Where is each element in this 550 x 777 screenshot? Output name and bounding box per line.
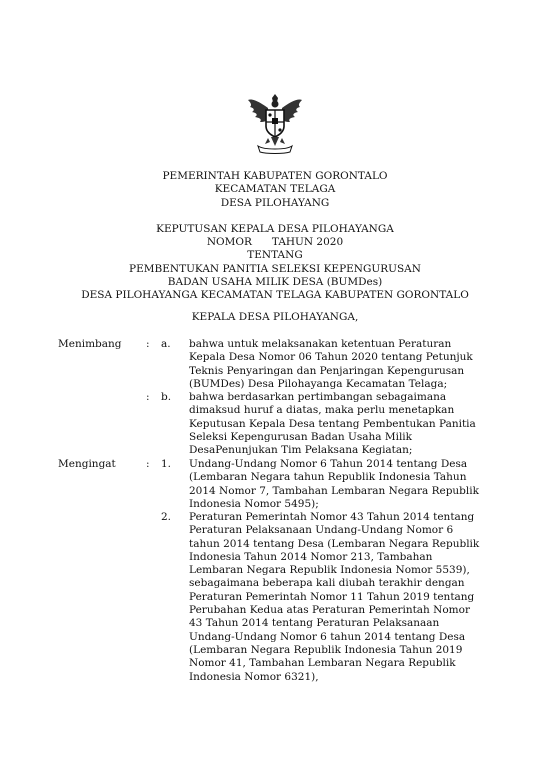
garuda-emblem-icon: [246, 92, 304, 154]
official-title: KEPALA DESA PILOHAYANGA,: [191, 311, 359, 323]
subject-line: PEMBENTUKAN PANITIA SELEKSI KEPENGURUSAN: [129, 262, 421, 275]
text-line: Keputusan Kepala Desa tentang Pembentukan Panitia: [189, 417, 476, 430]
mengingat-item-text: [189, 458, 495, 511]
menimbang-item-text: [189, 391, 495, 457]
text-line: Peraturan Pemerintah Nomor 43 Tahun 2014 tentang: [189, 511, 475, 523]
mengingat-item-marker: 2.: [161, 511, 172, 523]
text-line: Kepala Desa Nomor 06 Tahun 2020 tentang Petunjuk: [189, 351, 473, 364]
gov-line: KECAMATAN TELAGA: [214, 183, 336, 196]
text-line: Indonesia Nomor 5495);: [189, 497, 319, 510]
text-line: Undang-Undang Nomor 6 tahun 2014 tentang Desa: [189, 630, 466, 643]
text-line: 43 Tahun 2014 tentang Peraturan Pelaksanaan: [189, 617, 440, 630]
text-line: Nomor 41, Tambahan Lembaran Negara Republik: [189, 657, 456, 670]
text-line: bahwa berdasarkan pertimbangan sebagaimana: [189, 391, 447, 403]
menimbang-colon: :: [146, 391, 150, 403]
text-line: DesaPenunjukan Tim Pelaksana Kegiatan;: [189, 444, 413, 457]
menimbang-colon: :: [146, 338, 150, 350]
subject-line: BADAN USAHA MILIK DESA (BUMDes): [167, 276, 383, 289]
text-line: Indonesia Tahun 2014 Nomor 213, Tambahan: [189, 550, 433, 563]
text-line: dimaksud huruf a diatas, maka perlu menetapkan: [189, 404, 455, 417]
text-line: (Lembaran Negara tahun Republik Indonesia Tahun: [189, 471, 467, 484]
text-line: Peraturan Pelaksanaan Undang-Undang Nomor 6: [189, 524, 454, 537]
menimbang-item-text: [189, 338, 495, 391]
mengingat-colon: :: [146, 458, 150, 470]
about-label: TENTANG: [247, 249, 303, 262]
decree-title: KEPUTUSAN KEPALA DESA PILOHAYANGA: [156, 222, 394, 235]
text-line: Lembaran Negara Republik Indonesia Nomor 5539),: [189, 564, 470, 577]
menimbang-label: Menimbang: [58, 338, 122, 350]
gov-line: PEMERINTAH KABUPATEN GORONTALO: [162, 170, 388, 182]
text-line: bahwa untuk melaksanakan ketentuan Peraturan: [189, 338, 452, 350]
text-line: Undang-Undang Nomor 6 Tahun 2014 tentang Desa: [189, 458, 468, 470]
mengingat-label: Mengingat: [58, 458, 116, 470]
year-label: TAHUN 2020: [271, 236, 344, 249]
text-line: Seleksi Kepengurusan Badan Usaha Milik: [189, 430, 413, 443]
text-line: sebagaimana beberapa kali diubah terakhir dengan: [189, 577, 465, 590]
text-line: Indonesia Nomor 6321),: [189, 670, 319, 683]
text-line: Teknis Penyaringan dan Penjaringan Kepengurusan: [189, 364, 465, 377]
gov-line: DESA PILOHAYANG: [220, 196, 330, 209]
menimbang-item-marker: b.: [161, 391, 172, 403]
menimbang-item-marker: a.: [161, 338, 171, 350]
text-line: 2014 Nomor 7, Tambahan Lembaran Negara Republik: [189, 484, 479, 497]
text-line: (BUMDes) Desa Pilohayanga Kecamatan Telaga;: [189, 377, 448, 390]
number-label: NOMOR: [206, 236, 252, 249]
text-line: (Lembaran Negara Republik Indonesia Tahun 2019: [189, 643, 463, 656]
decree-number: [0, 236, 550, 249]
mengingat-item-text: [189, 511, 495, 684]
subject-line: DESA PILOHAYANGA KECAMATAN TELAGA KABUPATEN GORONTALO: [81, 289, 469, 302]
text-line: tahun 2014 tentang Desa (Lembaran Negara Republik: [189, 537, 480, 550]
text-line: Peraturan Pemerintah Nomor 11 Tahun 2019 tentang: [189, 590, 475, 603]
mengingat-item-marker: 1.: [161, 458, 172, 470]
document-header: [0, 170, 550, 303]
text-line: Perubahan Kedua atas Peraturan Pemerintah Nomor: [189, 604, 470, 617]
